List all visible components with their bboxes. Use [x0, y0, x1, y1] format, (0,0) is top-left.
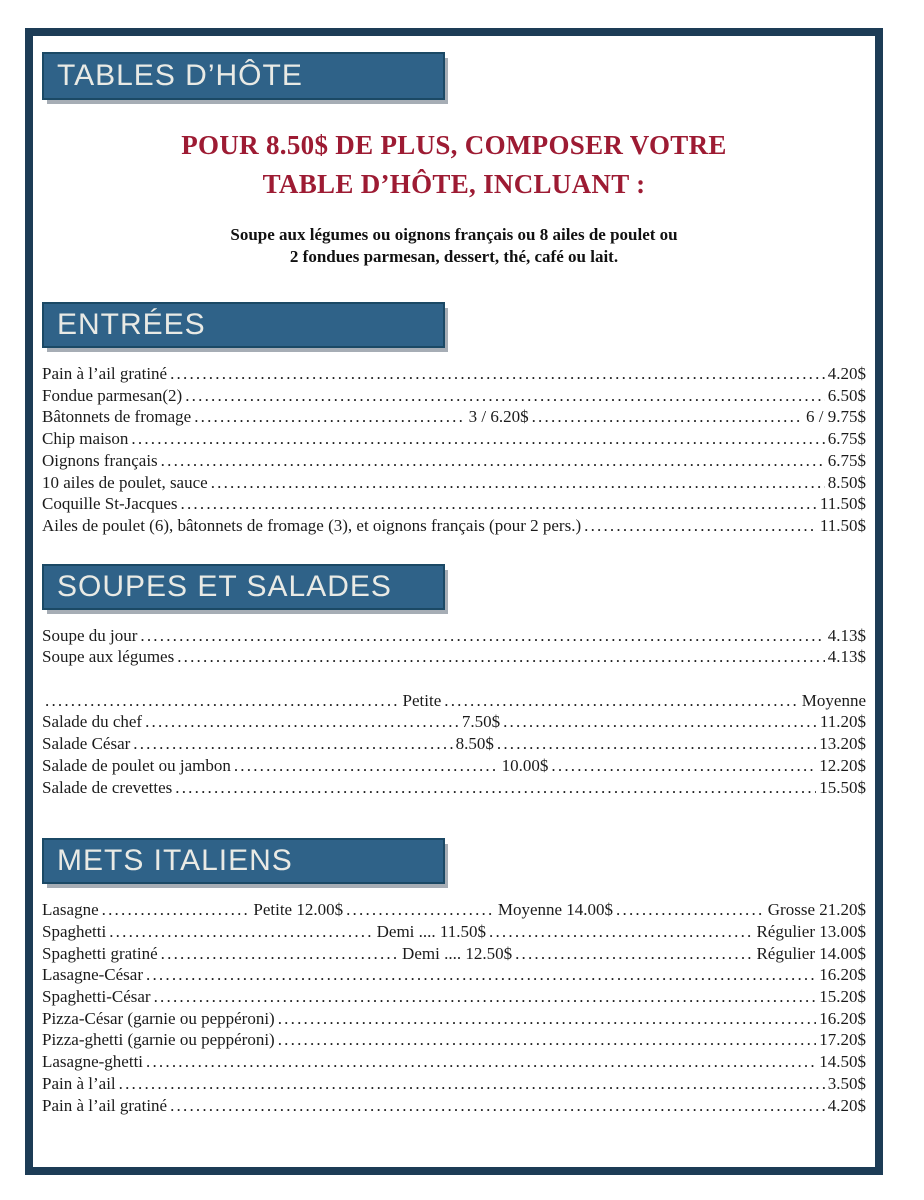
menu-rows: [42, 899, 866, 1116]
menu-item-value: Moyenne 14.00$: [497, 900, 614, 920]
menu-item-label: Salade du chef: [42, 712, 143, 732]
menu-row: [42, 943, 866, 965]
menu-row: [42, 1051, 866, 1073]
menu-row: [42, 428, 866, 450]
menu-item-price: 15.20$: [819, 987, 866, 1007]
menu-item-label: Coquille St-Jacques: [42, 494, 178, 514]
menu-item-label: Soupe du jour: [42, 625, 138, 645]
menu-item-label: 10 ailes de poulet, sauce: [42, 472, 208, 492]
menu-row: [42, 406, 866, 428]
menu-item-label: Salade de poulet ou jambon: [42, 755, 231, 775]
menu-item-price: 4.20$: [827, 1095, 866, 1115]
menu-row: [42, 363, 866, 385]
menu-row: [42, 921, 866, 943]
dot-leader: [161, 943, 399, 965]
dot-leader: [278, 1029, 817, 1051]
menu-item-label: Lasagne-ghetti: [42, 1052, 144, 1072]
menu-row: [42, 1073, 866, 1095]
promo-heading-line1: POUR 8.50$ DE PLUS, COMPOSER VOTRE: [181, 130, 727, 160]
menu-row: [42, 964, 866, 986]
dot-leader: [146, 1051, 816, 1073]
menu-section: [42, 838, 866, 1116]
menu-item-value: 8.50$: [455, 734, 494, 754]
dot-leader: [109, 921, 373, 943]
dot-leader: [278, 1008, 817, 1030]
dot-leader: [515, 943, 753, 965]
menu-row: [42, 385, 866, 407]
menu-item-label: Pain à l’ail: [42, 1073, 116, 1093]
dot-leader: [146, 964, 816, 986]
dot-leader: [140, 625, 824, 647]
menu-section: [42, 564, 866, 799]
menu-item-value: Demi .... 11.50$: [376, 921, 487, 941]
dot-leader: [234, 755, 499, 777]
promo-subheading: [42, 224, 866, 268]
menu-row: [42, 733, 866, 755]
menu-rows: [42, 363, 866, 537]
menu-item-label: Ailes de poulet (6), bâtonnets de fromage (3), et oignons français (pour 2 pers.): [42, 515, 582, 535]
menu-sections: [42, 302, 866, 1116]
menu-row: [42, 899, 866, 921]
menu-item-label: Pain à l’ail gratiné: [42, 364, 168, 383]
menu-item-label: Bâtonnets de fromage: [42, 407, 192, 427]
menu-row: [42, 755, 866, 777]
promo-heading-line2: TABLE D’HÔTE, INCLUANT :: [262, 169, 646, 199]
dot-leader: [170, 363, 825, 385]
dot-leader: [185, 385, 825, 407]
menu-row: [42, 690, 866, 712]
menu-row: [42, 625, 866, 647]
menu-item-label: Pizza-César (garnie ou peppéroni): [42, 1008, 275, 1028]
menu-item-price: 16.20$: [819, 1008, 866, 1028]
menu-item-price: 4.20$: [827, 364, 866, 383]
menu-item-price: 16.20$: [819, 965, 866, 985]
menu-row: [42, 1095, 866, 1117]
section-heading: [42, 838, 445, 884]
dot-leader: [584, 515, 817, 537]
menu-item-value: 3 / 6.20$: [468, 407, 529, 427]
menu-row: [42, 515, 866, 537]
dot-leader: [45, 690, 400, 712]
menu-row: [42, 450, 866, 472]
dot-leader: [119, 1073, 825, 1095]
menu-item-price: Grosse 21.20$: [767, 900, 866, 920]
promo-subheading-line2: 2 fondues parmesan, dessert, thé, café ou lait.: [289, 247, 619, 266]
section-heading: [42, 564, 445, 610]
dot-leader: [194, 406, 465, 428]
dot-leader: [145, 711, 459, 733]
menu-item-label: Oignons français: [42, 450, 158, 470]
menu-item-price: 14.50$: [819, 1052, 866, 1072]
dot-leader: [616, 899, 765, 921]
section-heading-label: SOUPES ET SALADES: [57, 569, 392, 603]
dot-leader: [503, 711, 817, 733]
dot-leader: [444, 690, 799, 712]
menu-item-price: Moyenne: [801, 690, 866, 710]
section-heading-label: ENTRÉES: [57, 308, 206, 341]
menu-item-value: Petite 12.00$: [253, 900, 344, 920]
menu-item-value: Petite: [402, 690, 442, 710]
dot-leader: [170, 1095, 825, 1117]
menu-item-label: Pizza-ghetti (garnie ou peppéroni): [42, 1030, 275, 1050]
menu-item-label: Lasagne-César: [42, 965, 144, 985]
menu-item-price: 6.75$: [827, 450, 866, 470]
menu-item-price: Régulier 13.00$: [756, 921, 866, 941]
menu-item-label: Pain à l’ail gratiné: [42, 1095, 168, 1115]
dot-leader: [551, 755, 816, 777]
dot-leader: [497, 733, 816, 755]
promo-heading: [42, 126, 866, 204]
menu-item-price: 6 / 9.75$: [806, 407, 866, 427]
menu-item-label: Chip maison: [42, 429, 129, 449]
dot-leader: [489, 921, 753, 943]
menu-item-label: Fondue parmesan(2): [42, 385, 183, 405]
dot-leader: [102, 899, 251, 921]
dot-leader: [346, 899, 495, 921]
menu-item-label: Salade César: [42, 734, 131, 754]
promo-subheading-line1: Soupe aux légumes ou oignons français ou 8 ailes de poulet ou: [230, 225, 678, 244]
menu-item-label: Spaghetti-César: [42, 987, 151, 1007]
menu-row: [42, 472, 866, 494]
dot-leader: [532, 406, 803, 428]
page-title-label: TABLES D’HÔTE: [57, 59, 303, 92]
page-title: [42, 52, 445, 100]
menu-section: [42, 302, 866, 537]
dot-leader: [175, 777, 816, 799]
menu-item-price: 11.20$: [819, 712, 867, 732]
menu-item-label: Spaghetti gratiné: [42, 943, 158, 963]
menu-item-price: 4.13$: [827, 625, 866, 645]
menu-item-price: 6.50$: [827, 385, 866, 405]
menu-item-price: Régulier 14.00$: [756, 943, 866, 963]
menu-item-label: Salade de crevettes: [42, 777, 173, 797]
menu-row: [42, 1029, 866, 1051]
dot-leader: [211, 472, 825, 494]
menu-item-price: 17.20$: [819, 1030, 866, 1050]
menu-row: [42, 646, 866, 668]
menu-row: [42, 1008, 866, 1030]
menu-item-price: 4.13$: [827, 647, 866, 667]
menu-item-price: 13.20$: [819, 734, 866, 754]
menu-row: [42, 493, 866, 515]
menu-item-value: 7.50$: [461, 712, 501, 732]
dot-leader: [131, 428, 824, 450]
section-heading: [42, 302, 445, 348]
menu-item-value: Demi .... 12.50$: [402, 943, 513, 963]
menu-item-label: Lasagne: [42, 900, 99, 920]
menu-item-price: 3.50$: [827, 1073, 866, 1093]
dot-leader: [154, 986, 817, 1008]
menu-item-price: 11.50$: [819, 494, 866, 514]
menu-rows: [42, 625, 866, 799]
menu-row: [42, 777, 866, 799]
menu-item-label: Spaghetti: [42, 921, 107, 941]
menu-row: [42, 668, 866, 690]
menu-row: [42, 711, 866, 733]
section-heading-label: METS ITALIENS: [57, 844, 293, 878]
dot-leader: [177, 646, 825, 668]
menu-item-value: 10.00$: [501, 755, 549, 775]
menu-item-price: 11.50$: [819, 515, 866, 535]
menu-item-price: 8.50$: [827, 472, 866, 492]
menu-item-price: 15.50$: [819, 777, 866, 797]
dot-leader: [161, 450, 825, 472]
menu-item-label: Soupe aux légumes: [42, 647, 175, 667]
page-frame: [25, 28, 883, 1175]
menu-item-price: 12.20$: [819, 755, 866, 775]
dot-leader: [133, 733, 452, 755]
menu-row: [42, 986, 866, 1008]
dot-leader: [181, 493, 817, 515]
menu-item-price: 6.75$: [827, 429, 866, 449]
